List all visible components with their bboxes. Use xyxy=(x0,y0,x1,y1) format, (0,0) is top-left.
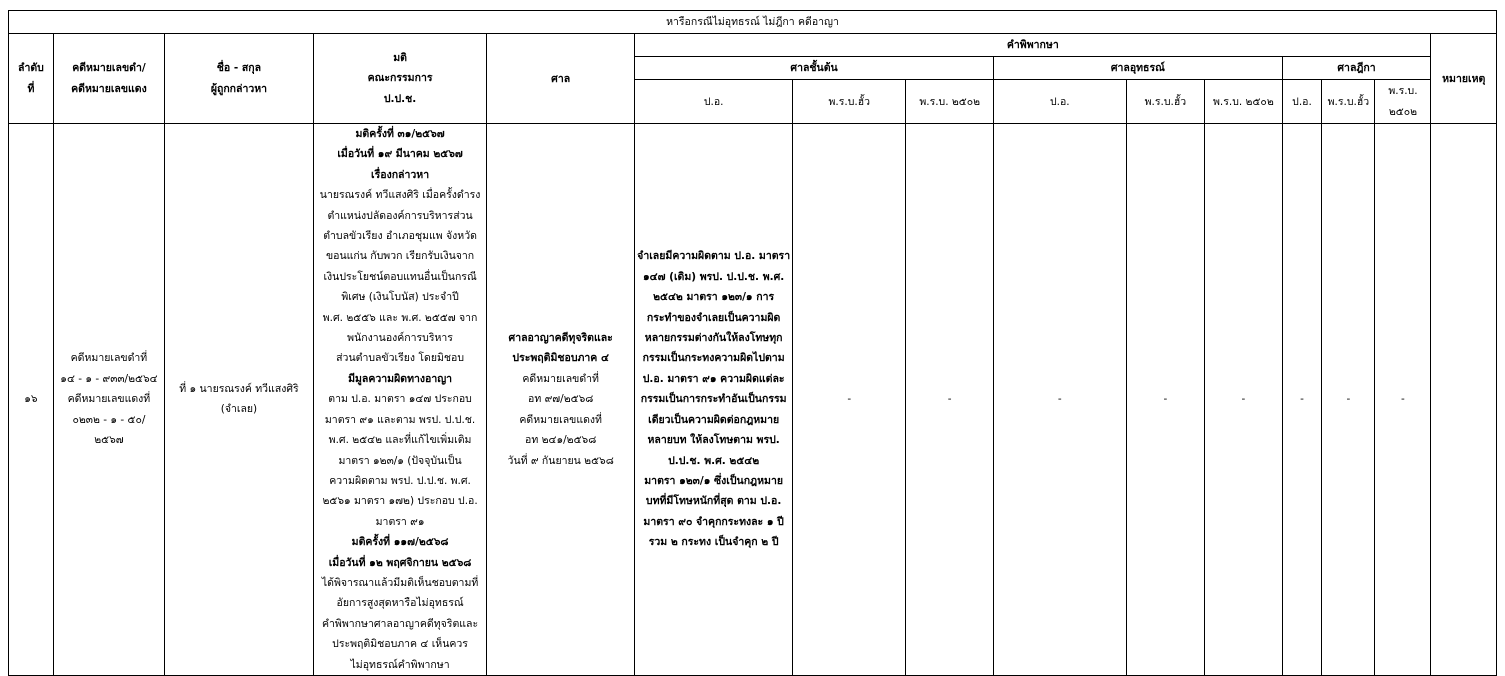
judgment-text-line: รวม ๒ กระทง เป็นจำคุก ๒ ปี xyxy=(648,536,779,549)
subheader-supreme-act-2502: พ.ร.บ. ๒๕๐๒ xyxy=(1375,80,1431,124)
resolution-text-line: นายรณรงค์ ทวีแสงศิริ เมื่อครั้งดำรง xyxy=(319,189,481,202)
resolution-text-line: ตาม ป.อ. มาตรา ๑๔๗ ประกอบ xyxy=(328,393,472,406)
judgment-text-line: บทที่มีโทษหนักที่สุด ตาม ป.อ. xyxy=(645,495,782,508)
resolution-text-line: พิเศษ (เงินโบนัส) ประจำปี xyxy=(341,291,459,304)
row-supreme-anticorruption-act: - xyxy=(1322,124,1375,676)
header-judgment: คำพิพากษา xyxy=(635,34,1431,57)
resolution-text-line: เงินประโยชน์ตอบแทนอื่นเป็นกรณี xyxy=(323,270,477,283)
resolution-text-line: มีมูลความผิดทางอาญา xyxy=(348,372,453,385)
court-text-line: คดีหมายเลขแดงที่ xyxy=(519,413,602,426)
row-appeal-anticorruption-act: - xyxy=(1126,124,1205,676)
resolution-text-line: พนักงานองค์การบริหาร xyxy=(347,332,453,345)
court-text-line: คดีหมายเลขดำที่ xyxy=(522,372,599,385)
row-first-anticorruption-act: - xyxy=(793,124,906,676)
resolution-text-line: ความผิดตาม พรป. ป.ป.ช. พ.ศ. xyxy=(329,474,471,487)
resolution-text-line: พ.ศ. ๒๕๕๖ และ พ.ศ. ๒๕๕๗ จาก xyxy=(322,311,478,324)
subheader-first-anticorruption-act: พ.ร.บ.ฮั้ว xyxy=(793,80,906,124)
row-appeal-criminal-code: - xyxy=(994,124,1127,676)
judgment-text-line: หลายบท ให้ลงโทษตาม พรป. xyxy=(647,434,780,447)
court-text-line: ศาลอาญาคดีทุจริตและ xyxy=(508,332,613,345)
row-appeal-act-2502: - xyxy=(1205,124,1283,676)
resolution-text-line: ได้พิจารณาแล้วมีมติเห็นชอบตามที่ xyxy=(321,576,479,589)
table-row xyxy=(9,124,1497,676)
resolution-text-line: มาตรา ๑๒๓/๑ (ปัจจุบันเป็น xyxy=(338,454,462,467)
resolution-text-line: คำพิพากษาศาลอาญาคดีทุจริตและ xyxy=(322,617,479,630)
court-text-line: อท ๒๔๑/๒๕๖๘ xyxy=(525,434,597,447)
row-court xyxy=(487,124,635,676)
resolution-text-line: พ.ศ. ๒๕๔๒ และที่แก้ไขเพิ่มเติม xyxy=(328,434,472,447)
subheader-first-act-2502: พ.ร.บ. ๒๕๐๒ xyxy=(906,80,994,124)
row-resolution xyxy=(313,124,486,676)
header-court-first-instance: ศาลชั้นต้น xyxy=(635,57,994,80)
resolution-text-line: มติครั้งที่ ๓๑/๒๕๖๗ xyxy=(355,128,445,140)
judgment-text-line: กระทำของจำเลยเป็นความผิด xyxy=(646,311,781,324)
court-text-line: ประพฤติมิชอบภาค ๔ xyxy=(512,352,609,365)
subheader-supreme-criminal-code: ป.อ. xyxy=(1282,80,1322,124)
header-court-supreme: ศาลฎีกา xyxy=(1282,57,1431,80)
judgment-text-line: มาตรา ๑๒๓/๑ ซึ่งเป็นกฎหมาย xyxy=(644,474,783,487)
header-resolution: มติ คณะกรรมการ ป.ป.ช. xyxy=(313,34,486,124)
row-case-number: คดีหมายเลขดำที่ ๑๔ - ๑ - ๙๓๓/๒๕๖๔ คดีหมายเลขแดงที่ ๐๒๓๒ - ๑ - ๕๐/ ๒๕๖๗ xyxy=(53,124,164,676)
judgment-text-line: เดียวเป็นความผิดต่อกฎหมาย xyxy=(648,413,780,426)
resolution-text-line: ตำบลขัวเรียง อำเภอชุมแพ จังหวัด xyxy=(323,230,477,243)
judgment-text-line: มาตรา ๙๐ จำคุกกระทงละ ๑ ปี xyxy=(643,515,784,528)
resolution-text-line: ๒๕๖๑ มาตรา ๑๗๒) ประกอบ ป.อ. xyxy=(322,495,478,508)
subheader-supreme-anticorruption-act: พ.ร.บ.ฮั้ว xyxy=(1322,80,1375,124)
subheader-appeal-criminal-code: ป.อ. xyxy=(994,80,1127,124)
judgment-text-line: กรรมเป็นการกระทำอันเป็นกรรม xyxy=(640,393,787,406)
resolution-text-line: ส่วนตำบลขัวเรียง โดยมิชอบ xyxy=(336,352,464,365)
row-first-act-2502: - xyxy=(906,124,994,676)
court-text-line: วันที่ ๙ กันยายน ๒๕๖๘ xyxy=(507,454,614,467)
resolution-text-line: ขอนแก่น กับพวก เรียกรับเงินจาก xyxy=(325,250,475,263)
court-text-line: อท ๙๗/๒๕๖๘ xyxy=(528,393,594,406)
resolution-text-line: มติครั้งที่ ๑๑๗/๒๕๖๘ xyxy=(351,536,449,549)
header-court: ศาล xyxy=(487,34,635,124)
row-supreme-criminal-code: - xyxy=(1282,124,1322,676)
header-seq: ลำดับ ที่ xyxy=(9,34,54,124)
resolution-text-line: ประพฤติมิชอบภาค ๔ เห็นควร xyxy=(332,638,468,651)
resolution-text-line: มาตรา ๙๑ xyxy=(375,515,425,528)
subheader-appeal-act-2502: พ.ร.บ. ๒๕๐๒ xyxy=(1205,80,1283,124)
judgment-text-line: จำเลยมีความผิดตาม ป.อ. มาตรา xyxy=(637,250,791,263)
judgment-text-line: หลายกรรมต่างกันให้ลงโทษทุก xyxy=(644,332,783,345)
row-name: ที่ ๑ นายรณรงค์ ทวีแสงศิริ (จำเลย) xyxy=(165,124,314,676)
header-remarks: หมายเหตุ xyxy=(1431,34,1497,124)
table-title: หารือกรณีไม่อุทธรณ์ ไม่ฎีกา คดีอาญา xyxy=(9,11,1497,34)
row-remarks xyxy=(1431,124,1497,676)
subheader-appeal-anticorruption-act: พ.ร.บ.ฮั้ว xyxy=(1126,80,1205,124)
resolution-text-line: เมื่อวันที่ ๑๒ พฤศจิกายน ๒๕๖๘ xyxy=(328,556,472,569)
header-court-appeal: ศาลอุทธรณ์ xyxy=(994,57,1283,80)
judgment-text-line: ๒๕๔๒ มาตรา ๑๒๓/๑ การ xyxy=(653,291,775,304)
judgment-text-line: ป.ป.ช. พ.ศ. ๒๕๔๒ xyxy=(668,454,760,467)
resolution-text-line: มาตรา ๙๑ และตาม พรป. ป.ป.ช. xyxy=(324,413,476,426)
resolution-text-line: ตำแหน่งปลัดองค์การบริหารส่วน xyxy=(327,209,473,222)
resolution-text-line: เรื่องกล่าวหา xyxy=(371,168,430,181)
resolution-text-line: เมื่อวันที่ ๑๙ มีนาคม ๒๕๖๗ xyxy=(337,148,463,161)
row-seq: ๑๖ xyxy=(9,124,54,676)
judgment-text-line: กรรมเป็นกระทงความผิดไปตาม xyxy=(642,352,785,365)
judgment-text-line: ๑๔๗ (เดิม) พรป. ป.ป.ช. พ.ศ. xyxy=(643,270,785,283)
resolution-text-line: อัยการสูงสุดหารือไม่อุทธรณ์ xyxy=(336,597,464,610)
row-first-criminal-code xyxy=(635,124,793,676)
header-name: ชื่อ - สกุล ผู้ถูกกล่าวหา xyxy=(165,34,314,124)
row-supreme-act-2502: - xyxy=(1375,124,1431,676)
resolution-text-line: ไม่อุทธรณ์คำพิพากษา xyxy=(350,658,450,671)
header-case-number: คดีหมายเลขดำ/ คดีหมายเลขแดง xyxy=(53,34,164,124)
case-table xyxy=(8,10,1497,676)
judgment-text-line: ป.อ. มาตรา ๙๑ ความผิดแต่ละ xyxy=(642,372,785,385)
subheader-first-criminal-code: ป.อ. xyxy=(635,80,793,124)
